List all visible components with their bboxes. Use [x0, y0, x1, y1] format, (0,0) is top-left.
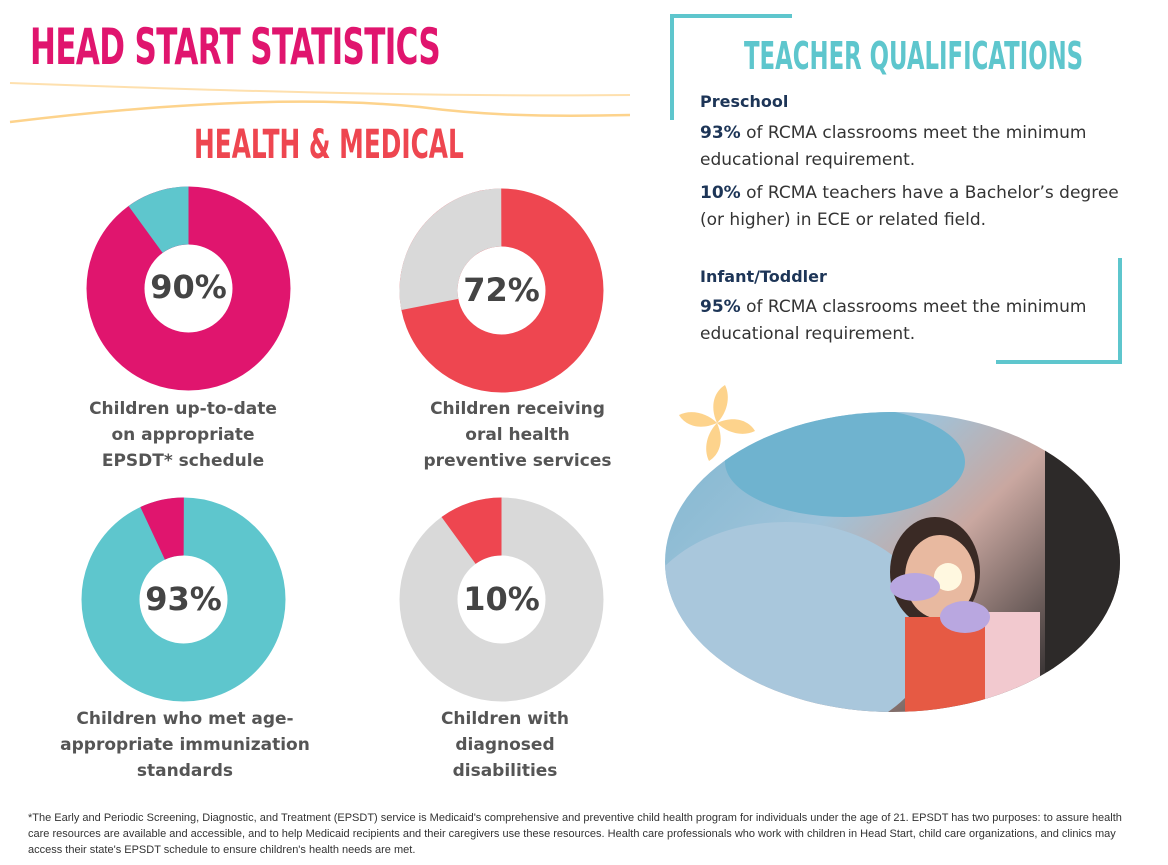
flower-icon — [677, 383, 757, 463]
preschool-heading: Preschool — [700, 92, 789, 111]
epsdt-footnote: *The Early and Periodic Screening, Diagnostic, and Treatment (EPSDT) service is Medicaid's comprehensive and preventive child health program for individuals under the age of 21. EPSDT has two purposes: to assure health care resources are available and accessible, and to help Medicaid recipients and their caregivers use these resources. Health care professionals who work with children in Head Start, child care organizations, and clinics may access their state's EPSDT schedule to ensure children's health needs are met. — [28, 812, 1122, 856]
chart-label-oral-health: Children receiving oral health preventive services — [423, 399, 612, 471]
infant-toddler-heading: Infant/Toddler — [700, 267, 827, 286]
pct-label-oral-health: 72% — [463, 271, 540, 309]
teacher-qualifications-title: TEACHER QUALIFICATIONS — [744, 34, 1084, 78]
pct-label-disabilities: 10% — [463, 580, 540, 618]
pct-label-epsdt: 90% — [150, 268, 227, 306]
bracket-top-left-horizontal — [670, 14, 792, 18]
chart-label-disabilities: Children with diagnosed disabilities — [440, 709, 570, 781]
infant-toddler-stat-classrooms: 95% of RCMA classrooms meet the minimum educational requirement. — [700, 297, 1087, 344]
section-subtitle: HEALTH & MEDICAL — [194, 122, 464, 168]
bracket-top-left-vertical — [670, 14, 674, 120]
preschool-stat-bachelors: 10% of RCMA teachers have a Bachelor’s degree (or higher) in ECE or related field. — [700, 183, 1119, 230]
preschool-stat-classrooms: 93% of RCMA classrooms meet the minimum educational requirement. — [700, 123, 1087, 170]
chart-label-epsdt: Children up-to-date on appropriate EPSDT* schedule — [89, 399, 277, 471]
chart-label-immunization: Children who met age- appropriate immunization standards — [60, 709, 310, 781]
page-title: HEAD START STATISTICS — [30, 18, 441, 76]
pct-label-immunization: 93% — [145, 580, 222, 618]
bracket-bottom-right-horizontal — [996, 360, 1122, 364]
